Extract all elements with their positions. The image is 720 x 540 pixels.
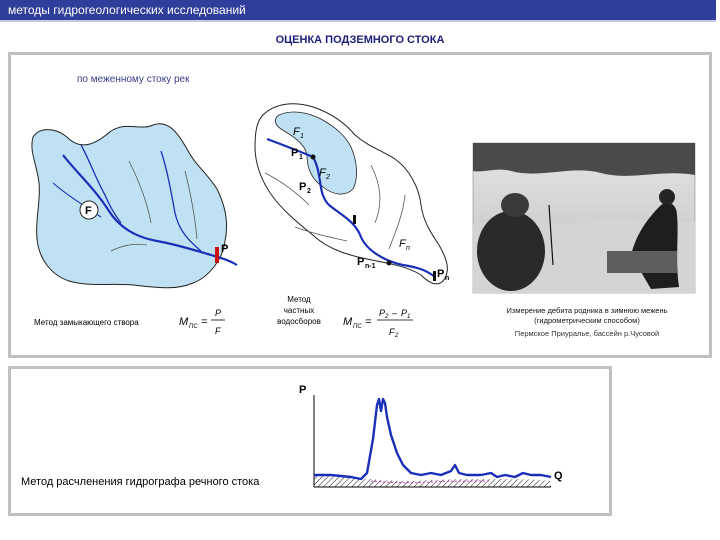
slide-title: ОЦЕНКА ПОДЗЕМНОГО СТОКА	[275, 34, 445, 46]
hydrograph-panel	[8, 366, 612, 516]
hydrograph-diagram	[11, 369, 609, 513]
svg-text:2: 2	[326, 174, 330, 181]
photo-location	[474, 329, 700, 339]
svg-text:2: 2	[395, 333, 399, 339]
svg-text:Метод: Метод	[287, 295, 311, 304]
left-basin-shape	[32, 124, 227, 288]
svg-text:2: 2	[385, 314, 389, 320]
svg-text:1: 1	[407, 314, 411, 320]
header-title: методы гидрогеологических исследований	[8, 3, 246, 17]
svg-text:частных: частных	[283, 306, 315, 315]
right-formula	[343, 308, 413, 339]
svg-text:=: =	[201, 316, 208, 328]
svg-text:F: F	[319, 167, 326, 179]
left-area-label: F	[85, 205, 92, 217]
svg-text:1: 1	[299, 154, 303, 161]
svg-text:ПС: ПС	[189, 324, 198, 330]
x-axis-label: Q	[554, 470, 563, 482]
svg-text:ПС: ПС	[353, 324, 362, 330]
hydrograph-method-label: Метод расчленения гидрографа речного стока	[21, 476, 260, 488]
photo-spring-measurement	[473, 143, 695, 293]
y-axis-label: P	[299, 384, 307, 396]
runoff-methods-panel	[8, 52, 712, 358]
gauge-pn1	[387, 261, 392, 266]
right-method-label	[277, 295, 321, 326]
svg-text:P: P	[437, 268, 445, 280]
gauge-p1	[311, 155, 316, 160]
svg-text:–: –	[392, 308, 398, 318]
left-outlet-label: P	[221, 243, 229, 255]
svg-text:F: F	[389, 327, 395, 337]
svg-text:P: P	[379, 308, 386, 318]
svg-text:F: F	[293, 126, 300, 138]
svg-text:M: M	[343, 316, 353, 328]
svg-text:1: 1	[300, 133, 304, 140]
svg-text:F: F	[399, 238, 406, 250]
svg-text:P: P	[299, 181, 307, 193]
left-outlet-gauge	[215, 247, 219, 263]
photo-caption-line-2: (гидрометрическим способом)	[534, 316, 640, 325]
svg-text:P: P	[215, 308, 222, 318]
photo-location-text: Пермское Приуралье, бассейн р.Чусовой	[514, 329, 660, 338]
svg-text:P: P	[291, 147, 299, 159]
panel-subtitle: по меженному стоку рек	[77, 74, 190, 85]
svg-text:=: =	[365, 316, 372, 328]
svg-text:P: P	[357, 256, 365, 268]
header-bar	[0, 0, 716, 22]
photo-caption	[474, 306, 700, 326]
left-formula	[179, 308, 225, 336]
svg-text:n: n	[406, 245, 410, 252]
svg-text:M: M	[179, 316, 189, 328]
svg-text:n-1: n-1	[365, 263, 376, 270]
svg-text:водосборов: водосборов	[277, 317, 321, 326]
photo-caption-line-1: Измерение дебита родника в зимнюю межень	[506, 306, 668, 315]
hydrograph-curve	[314, 399, 551, 479]
svg-text:2: 2	[307, 188, 311, 195]
left-method-label: Метод замыкающего створа	[34, 318, 139, 327]
svg-text:P: P	[401, 308, 408, 318]
gauge-p2	[353, 215, 356, 224]
svg-text:n: n	[445, 275, 450, 282]
svg-text:F: F	[215, 326, 221, 336]
gauge-pn	[433, 271, 436, 281]
